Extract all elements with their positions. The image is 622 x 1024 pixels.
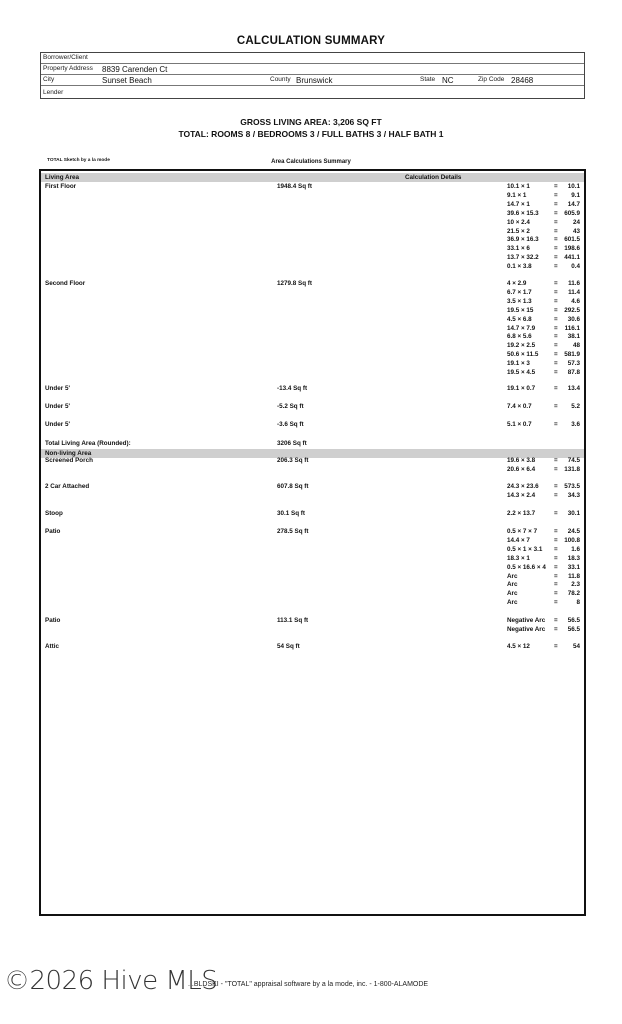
living-row-area: -13.4 Sq ft	[277, 385, 308, 392]
calc-value: 11.4	[568, 288, 580, 296]
calc-formula: 0.5 × 16.6 × 4	[507, 563, 546, 571]
calc-value: 38.1	[567, 333, 580, 341]
nonliving-row-area: 206.3 Sq ft	[277, 457, 309, 464]
nonliving-row-name: Stoop	[45, 510, 63, 517]
calc-value: 131.8	[564, 465, 580, 473]
calc-formula: 14.4 × 7	[507, 536, 530, 544]
calc-value: 4.6	[571, 297, 580, 305]
nonliving-row-area: 54 Sq ft	[277, 643, 300, 650]
calc-value: 74.5	[567, 457, 580, 464]
calc-formula: 0.5 × 7 × 7	[507, 528, 538, 535]
gross-living-area: GROSS LIVING AREA: 3,206 SQ FT	[240, 117, 382, 127]
calc-value: 33.1	[567, 563, 580, 571]
living-row-area: 1279.8 Sq ft	[277, 280, 312, 287]
calc-value: 14.7	[567, 200, 580, 208]
calc-formula: 39.6 × 15.3	[507, 209, 539, 217]
calc-value: 8	[576, 599, 580, 607]
calc-value: 3.6	[571, 421, 580, 428]
calc-equals: =	[554, 218, 558, 226]
city-value: Sunset Beach	[102, 76, 152, 85]
calc-equals: =	[554, 536, 558, 544]
calc-value: 34.3	[567, 491, 580, 499]
living-row-name: Second Floor	[45, 280, 86, 287]
total-living-value: 3206 Sq ft	[277, 440, 307, 447]
total-living-label: Total Living Area (Rounded):	[45, 440, 131, 447]
calc-equals: =	[554, 245, 558, 253]
calc-formula: 24.3 × 23.6	[507, 483, 539, 490]
calc-formula: Negative Arc	[507, 625, 546, 633]
calc-equals: =	[554, 457, 558, 464]
calc-equals: =	[554, 545, 558, 553]
room-totals: TOTAL: ROOMS 8 / BEDROOMS 3 / FULL BATHS 3 / HALF BATH 1	[178, 129, 444, 139]
nonliving-row-name: Patio	[45, 617, 61, 624]
calc-equals: =	[554, 236, 558, 244]
calc-value: 18.3	[567, 554, 580, 562]
calc-formula: 6.8 × 5.6	[507, 333, 532, 341]
calc-equals: =	[554, 528, 558, 535]
calc-formula: 19.1 × 0.7	[507, 385, 536, 392]
living-area-label: Living Area	[45, 174, 80, 181]
living-area-header	[41, 173, 584, 182]
zip-value: 28468	[511, 76, 534, 85]
city-row	[41, 75, 584, 86]
state-label: State	[420, 76, 436, 83]
property-header-table	[40, 52, 585, 99]
state-value: NC	[442, 76, 454, 85]
lender-label: Lender	[43, 89, 64, 96]
calc-formula: 10 × 2.4	[507, 218, 530, 226]
nonliving-row-name: Attic	[45, 643, 59, 650]
nonliving-row-area: 607.8 Sq ft	[277, 483, 309, 490]
calc-value: 198.6	[564, 245, 580, 253]
calc-equals: =	[554, 209, 558, 217]
calc-equals: =	[554, 554, 558, 562]
calc-formula: Arc	[507, 590, 518, 598]
calc-equals: =	[554, 342, 558, 350]
calc-formula: 19.5 × 4.5	[507, 369, 536, 376]
calc-equals: =	[554, 306, 558, 314]
property-address: 8839 Carenden Ct	[102, 65, 168, 74]
property-label: Property Address	[43, 65, 93, 72]
calc-value: 2.3	[571, 581, 580, 589]
calc-formula: 36.9 × 16.3	[507, 236, 539, 244]
calc-formula: 2.2 × 13.7	[507, 510, 536, 517]
calc-equals: =	[554, 483, 558, 490]
living-row-name: Under 5'	[45, 403, 70, 410]
calc-value: 10.1	[567, 183, 580, 190]
calc-formula: 4.5 × 12	[507, 643, 530, 650]
calc-formula: 21.5 × 2	[507, 227, 530, 235]
calc-value: 11.6	[568, 280, 580, 287]
living-row-area: -3.6 Sq ft	[277, 421, 304, 428]
software-footnote: ...BLDSKI - "TOTAL" appraisal software by a la mode, inc. - 1-800-ALAMODE	[188, 981, 429, 988]
calc-equals: =	[554, 581, 558, 589]
nonliving-row-name: 2 Car Attached	[45, 483, 90, 490]
calc-formula: 33.1 × 6	[507, 245, 530, 253]
calc-value: 441.1	[564, 254, 580, 262]
nonliving-row-name: Screened Porch	[45, 457, 93, 464]
calc-formula: 0.5 × 1 × 3.1	[507, 545, 543, 553]
nonliving-row-area: 30.1 Sq ft	[277, 510, 305, 517]
area-calculations-table	[39, 169, 586, 916]
calc-equals: =	[554, 297, 558, 305]
calc-formula: 4.5 × 6.8	[507, 315, 532, 323]
calc-equals: =	[554, 183, 558, 190]
calc-value: 78.2	[567, 590, 580, 598]
calc-equals: =	[554, 369, 558, 376]
calc-formula: 9.1 × 1	[507, 191, 527, 199]
calc-equals: =	[554, 263, 558, 271]
calc-value: 9.1	[571, 191, 580, 199]
calc-details-label: Calculation Details	[405, 174, 462, 181]
calc-value: 1.6	[571, 545, 580, 553]
nonliving-row-name: Patio	[45, 528, 61, 535]
calc-value: 0.4	[571, 263, 580, 271]
calc-value: 87.8	[567, 369, 580, 376]
calc-equals: =	[554, 491, 558, 499]
living-row-name: First Floor	[45, 183, 77, 190]
calc-formula: 19.6 × 3.8	[507, 457, 536, 464]
calc-equals: =	[554, 465, 558, 473]
zip-label: Zip Code	[478, 76, 505, 83]
calc-value: 13.4	[567, 385, 580, 392]
calc-value: 605.9	[564, 209, 580, 217]
calc-equals: =	[554, 288, 558, 296]
calc-formula: 6.7 × 1.7	[507, 288, 532, 296]
calc-value: 30.6	[567, 315, 580, 323]
calc-formula: 14.3 × 2.4	[507, 491, 536, 499]
calc-value: 54	[572, 643, 580, 650]
calc-formula: Arc	[507, 572, 518, 580]
calc-equals: =	[554, 385, 558, 392]
calc-formula: 10.1 × 1	[507, 183, 530, 190]
calc-equals: =	[554, 643, 558, 650]
lender-row	[41, 86, 584, 99]
calc-formula: 19.2 × 2.5	[507, 342, 536, 350]
calc-value: 116.1	[564, 324, 580, 332]
property-row	[41, 64, 584, 75]
borrower-label: Borrower/Client	[43, 54, 88, 61]
calc-equals: =	[554, 333, 558, 341]
living-row-area: -5.2 Sq ft	[277, 403, 304, 410]
calc-equals: =	[554, 351, 558, 359]
calc-equals: =	[554, 280, 558, 287]
calc-equals: =	[554, 563, 558, 571]
calc-value: 30.1	[567, 510, 580, 517]
calc-formula: 18.3 × 1	[507, 554, 530, 562]
county-value: Brunswick	[296, 76, 333, 85]
calc-equals: =	[554, 227, 558, 235]
calc-formula: 0.1 × 3.8	[507, 263, 532, 271]
calc-value: 573.5	[564, 483, 580, 490]
calc-equals: =	[554, 324, 558, 332]
calc-formula: 14.7 × 7.9	[507, 324, 536, 332]
living-row-name: Under 5'	[45, 421, 70, 428]
calc-equals: =	[554, 590, 558, 598]
watermark: ©2026 Hive MLS	[4, 966, 218, 996]
calc-value: 11.8	[568, 572, 580, 580]
living-row-name: Under 5'	[45, 385, 70, 392]
calc-equals: =	[554, 625, 558, 633]
calc-equals: =	[554, 315, 558, 323]
calc-value: 581.9	[564, 351, 580, 359]
area-calculations-title: Area Calculations Summary	[271, 159, 351, 165]
calc-formula: Negative Arc	[507, 617, 546, 624]
calc-value: 100.8	[564, 536, 580, 544]
county-label: County	[270, 76, 291, 83]
sketch-label: TOTAL Sketch by a la mode	[47, 158, 110, 163]
calc-formula: Arc	[507, 581, 518, 589]
calc-value: 5.2	[571, 403, 580, 410]
nonliving-row-area: 113.1 Sq ft	[277, 617, 309, 624]
calc-formula: 13.7 × 32.2	[507, 254, 539, 262]
calc-formula: 19.1 × 3	[507, 360, 530, 368]
calc-value: 48	[572, 342, 580, 350]
calc-formula: 5.1 × 0.7	[507, 421, 532, 428]
calc-formula: 19.5 × 15	[507, 306, 534, 314]
page-title: CALCULATION SUMMARY	[236, 35, 386, 47]
calc-value: 43	[572, 227, 580, 235]
calc-value: 56.5	[567, 625, 580, 633]
calc-equals: =	[554, 510, 558, 517]
calc-equals: =	[554, 421, 558, 428]
calc-equals: =	[554, 200, 558, 208]
calc-equals: =	[554, 191, 558, 199]
calc-value: 24	[572, 218, 580, 226]
calc-equals: =	[554, 403, 558, 410]
calc-value: 601.5	[564, 236, 580, 244]
calc-value: 292.5	[564, 306, 580, 314]
calc-formula: 14.7 × 1	[507, 200, 530, 208]
borrower-row	[41, 53, 584, 64]
calc-equals: =	[554, 254, 558, 262]
calc-value: 24.5	[567, 528, 580, 535]
non-living-area-header	[41, 449, 584, 458]
calc-formula: 3.5 × 1.3	[507, 297, 532, 305]
non-living-area-label: Non-living Area	[45, 450, 92, 457]
living-row-area: 1948.4 Sq ft	[277, 183, 312, 190]
calc-formula: 7.4 × 0.7	[507, 403, 532, 410]
calc-value: 56.5	[567, 617, 580, 624]
calc-formula: 20.6 × 6.4	[507, 465, 536, 473]
calc-equals: =	[554, 617, 558, 624]
calc-formula: 50.6 × 11.5	[507, 351, 539, 359]
calc-value: 57.3	[567, 360, 580, 368]
calc-equals: =	[554, 599, 558, 607]
city-label: City	[43, 76, 55, 83]
nonliving-row-area: 278.5 Sq ft	[277, 528, 309, 535]
calc-formula: 4 × 2.9	[507, 280, 527, 287]
calc-formula: Arc	[507, 599, 518, 607]
calc-equals: =	[554, 360, 558, 368]
calc-equals: =	[554, 572, 558, 580]
